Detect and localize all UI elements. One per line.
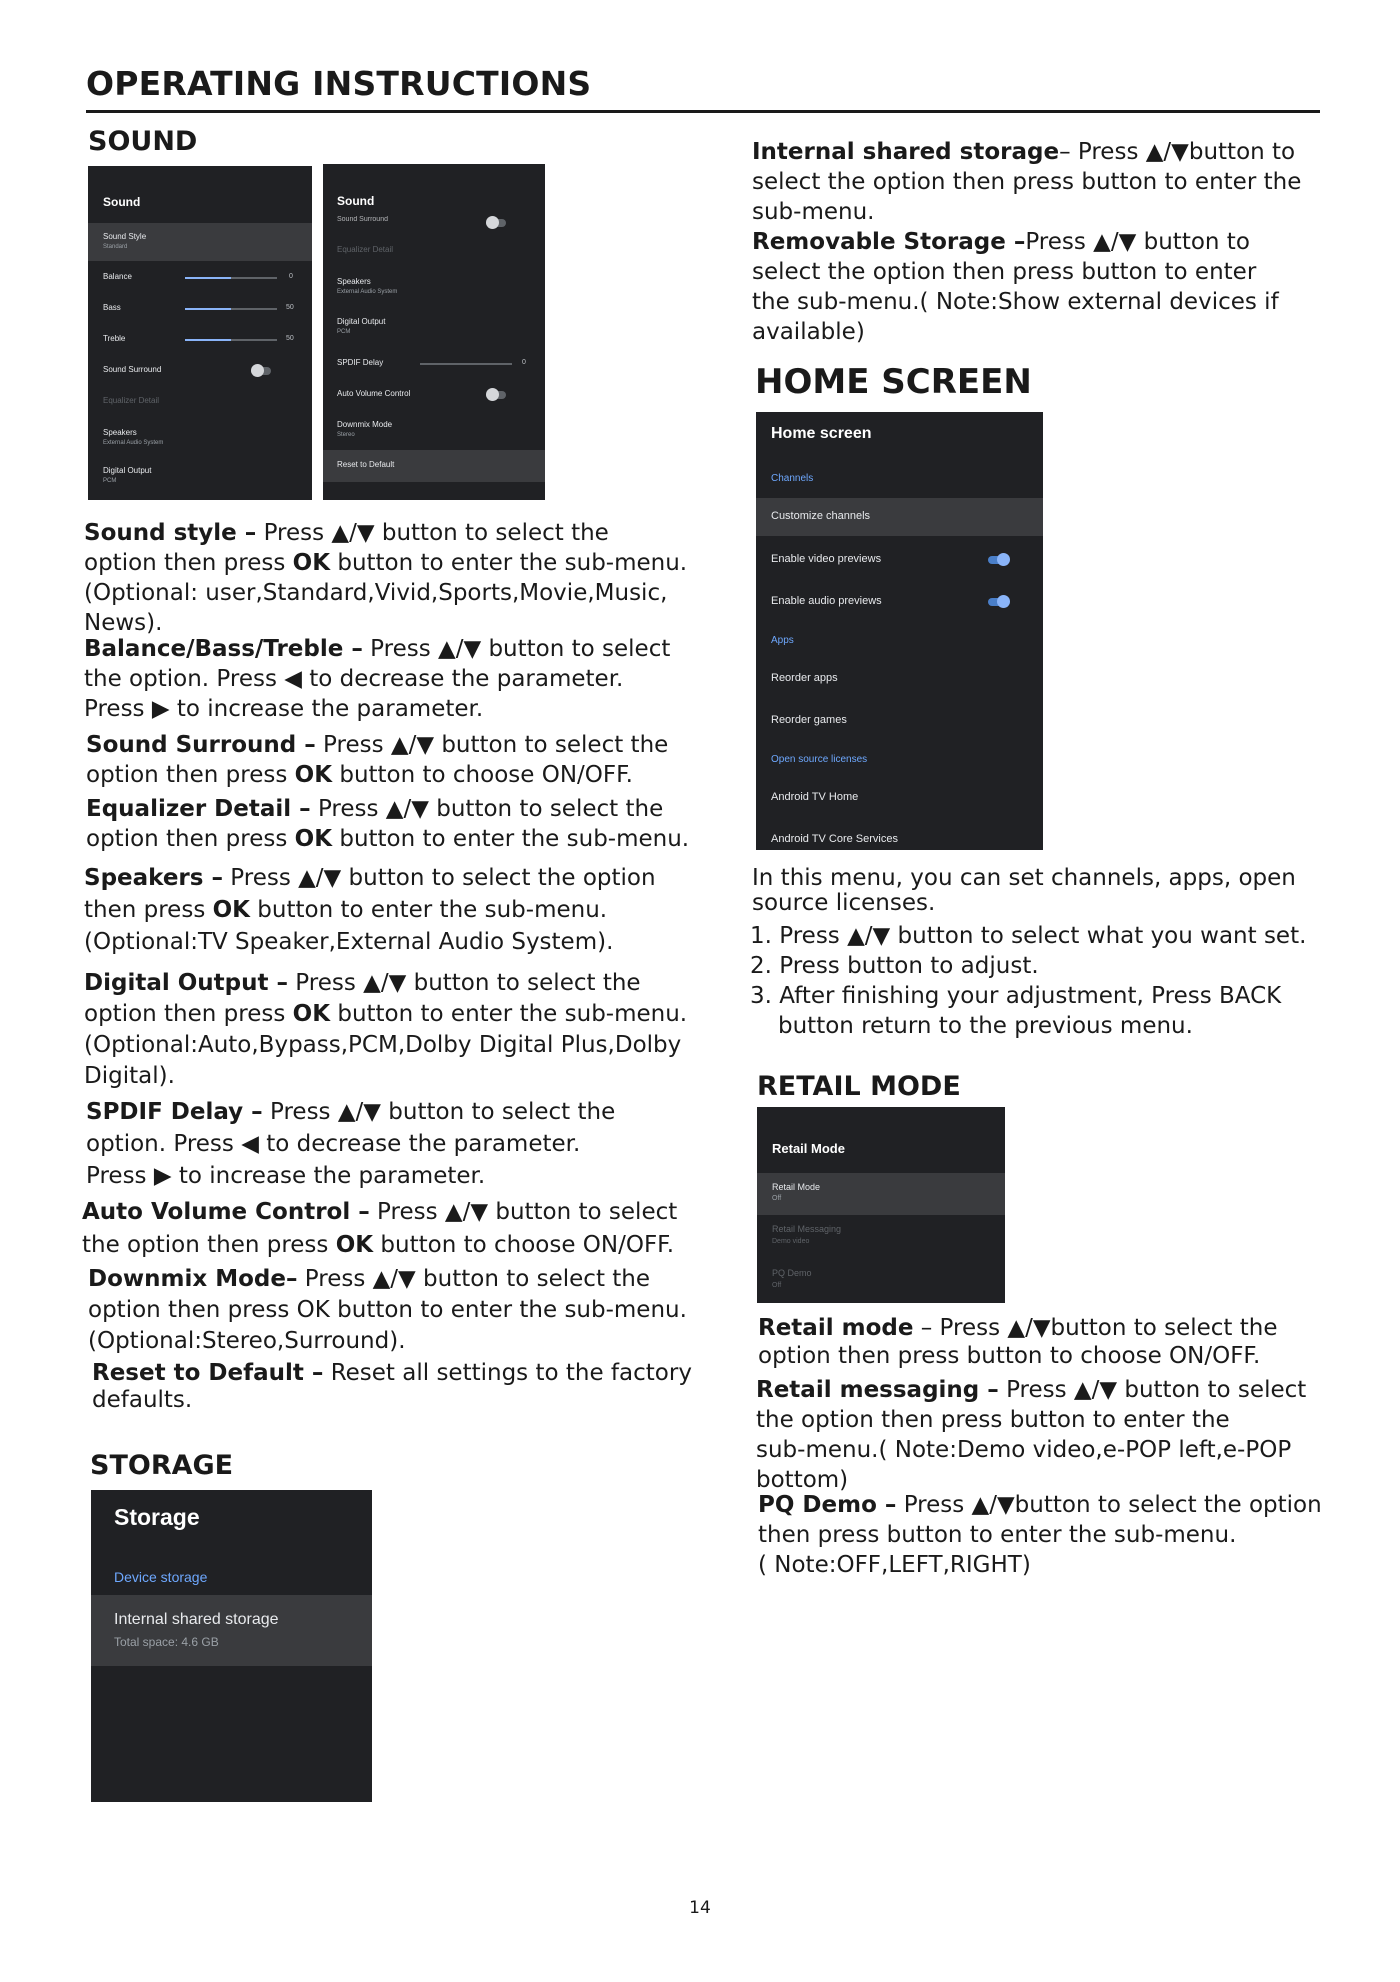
text: then press: [84, 897, 213, 923]
reorder-games-row[interactable]: Reorder games: [771, 714, 847, 726]
channels-section: Channels: [771, 473, 814, 484]
home-screen-intro: [752, 866, 1296, 916]
spdif-delay-value: 0: [522, 359, 526, 366]
text: Press ▲/▼ button to select the option: [222, 865, 656, 891]
home-screen-settings: [756, 412, 1043, 850]
sound-surround-toggle[interactable]: [486, 219, 506, 227]
sound-surround-toggle[interactable]: [251, 367, 271, 375]
retail-mode-screen: [757, 1107, 1005, 1303]
digital-output-sub: PCM: [103, 478, 117, 484]
retail-mode-row[interactable]: [757, 1173, 1005, 1215]
text: Press ▲/▼ button to select: [998, 1377, 1307, 1403]
text: option then press: [86, 762, 295, 788]
menu-row-sub: Total space: 4.6 GB: [114, 1635, 219, 1649]
menu-row-label: Sound Style: [103, 232, 147, 241]
apps-section: Apps: [771, 635, 794, 646]
home-screen-heading: HOME SCREEN: [755, 362, 1032, 402]
text: Press ▲/▼ button to select the: [315, 732, 669, 758]
text: button return to the previous menu.: [778, 1013, 1193, 1039]
balance-value: 0: [289, 273, 293, 280]
retail-messaging-row[interactable]: Retail Messaging: [772, 1224, 842, 1234]
term: Sound Surround –: [86, 732, 316, 758]
text: 3. After finishing your adjustment, Press BACK: [750, 983, 1282, 1009]
android-tv-home-row[interactable]: Android TV Home: [771, 791, 859, 803]
ok-key: OK: [335, 1232, 374, 1258]
text: Press ▲/▼button to select the option: [896, 1492, 1322, 1518]
ok-key: OK: [292, 1001, 331, 1027]
downmix-mode-text: [88, 1264, 687, 1357]
downmix-mode-sub: Stereo: [337, 432, 355, 438]
title-divider: [86, 110, 1320, 113]
reorder-apps-row[interactable]: Reorder apps: [771, 672, 838, 684]
menu-row-equalizer-detail[interactable]: Equalizer Detail: [337, 245, 394, 254]
text: sub-menu.: [752, 199, 875, 225]
sound-screen-2: [323, 164, 545, 500]
storage-heading: STORAGE: [90, 1450, 234, 1481]
page-title: OPERATING INSTRUCTIONS: [86, 64, 592, 103]
pq-demo-sub: Off: [772, 1282, 782, 1289]
text: option. Press ◀ to decrease the parameter.: [86, 1131, 581, 1157]
digital-output-sub: PCM: [337, 329, 351, 335]
text: – Press ▲/▼button to select the: [913, 1315, 1278, 1341]
retail-mode-heading: RETAIL MODE: [757, 1071, 961, 1102]
treble-value: 50: [286, 335, 294, 342]
device-storage-section: Device storage: [114, 1569, 208, 1585]
treble-slider[interactable]: [185, 339, 277, 341]
menu-row-digital-output[interactable]: Digital Output: [103, 466, 152, 475]
screen-title: Sound: [337, 194, 375, 208]
term: SPDIF Delay –: [86, 1099, 263, 1125]
internal-shared-storage-row[interactable]: [91, 1595, 372, 1666]
sound-surround-text: [86, 730, 668, 790]
menu-row-sound-surround[interactable]: Sound Surround: [103, 365, 162, 374]
text: select the option then press button to enter the: [752, 169, 1302, 195]
menu-row-balance[interactable]: Balance: [103, 272, 132, 281]
auto-volume-toggle[interactable]: [486, 391, 506, 399]
text: 1. Press ▲/▼ button to select what you want set.: [750, 923, 1307, 949]
menu-row-label: Customize channels: [771, 510, 871, 522]
menu-row-speakers[interactable]: Speakers: [103, 428, 137, 437]
enable-video-previews-row[interactable]: Enable video previews: [771, 553, 882, 565]
menu-row-downmix-mode[interactable]: Downmix Mode: [337, 420, 393, 429]
text: Press ▲/▼ button to select the: [256, 520, 609, 546]
text: the option then press: [82, 1232, 336, 1258]
ok-key: OK: [294, 826, 333, 852]
text: button to enter the sub-menu.: [330, 550, 688, 576]
text: 2. Press button to adjust.: [750, 953, 1039, 979]
digital-output-text: [84, 968, 687, 1092]
text: Press ▲/▼ button to select: [369, 1199, 678, 1225]
sound-heading: SOUND: [88, 126, 198, 157]
text: News).: [84, 610, 163, 636]
menu-row-sub: Off: [772, 1195, 782, 1202]
android-tv-core-services-row[interactable]: Android TV Core Services: [771, 833, 898, 845]
menu-row-sub: Standard: [103, 244, 128, 250]
text: Digital).: [84, 1063, 175, 1089]
audio-previews-toggle[interactable]: [988, 598, 1008, 606]
text: Press ▲/▼ button to select: [362, 636, 671, 662]
text: option then press OK button to enter the sub-menu.: [88, 1297, 687, 1323]
screen-title: Retail Mode: [772, 1141, 845, 1156]
speakers-text: [84, 862, 656, 958]
menu-row-auto-volume-control[interactable]: Auto Volume Control: [337, 389, 411, 398]
term: Retail messaging –: [756, 1377, 999, 1403]
term: Auto Volume Control –: [82, 1199, 370, 1225]
spdif-delay-text: [86, 1096, 615, 1192]
text: – Press ▲/▼button to: [1059, 139, 1296, 165]
menu-row-speakers[interactable]: Speakers: [337, 277, 371, 286]
sound-screen-1: [88, 166, 312, 500]
term: Reset to Default –: [92, 1360, 324, 1386]
bass-value: 50: [286, 304, 294, 311]
term: Balance/Bass/Treble –: [84, 636, 363, 662]
menu-row-sound-surround[interactable]: Sound Surround: [337, 216, 388, 223]
balance-bass-treble-text: [84, 634, 670, 724]
menu-row-treble[interactable]: Treble: [103, 334, 126, 343]
term: Equalizer Detail –: [86, 796, 311, 822]
text: Press ▲/▼ button to: [1025, 229, 1250, 255]
text: Reset all settings to the factory: [323, 1360, 692, 1386]
text: (Optional: user,Standard,Vivid,Sports,Movie,Music,: [84, 580, 668, 606]
bass-slider[interactable]: [185, 308, 277, 310]
text: button to choose ON/OFF.: [373, 1232, 675, 1258]
menu-row-sound-style[interactable]: [88, 223, 312, 261]
text: the sub-menu.( Note:Show external devices if: [752, 289, 1279, 315]
text: (Optional:TV Speaker,External Audio System).: [84, 929, 614, 955]
ok-key: OK: [212, 897, 250, 923]
ok-key: OK: [294, 762, 333, 788]
speakers-sub: External Audio System: [103, 440, 164, 446]
text: the option. Press ◀ to decrease the parameter.: [84, 666, 624, 692]
internal-storage-text: [752, 137, 1301, 227]
screen-title: Sound: [103, 195, 141, 209]
retail-mode-text: [758, 1314, 1278, 1370]
text: defaults.: [92, 1387, 193, 1413]
menu-row-digital-output[interactable]: Digital Output: [337, 317, 386, 326]
text: Press ▲/▼ button to select the: [297, 1266, 651, 1292]
menu-row-spdif-delay[interactable]: SPDIF Delay: [337, 358, 384, 367]
screen-title: Storage: [114, 1504, 200, 1530]
speakers-sub: External Audio System: [337, 289, 398, 295]
text: option then press: [84, 1001, 293, 1027]
term: PQ Demo –: [758, 1492, 897, 1518]
home-screen-steps: [750, 921, 1306, 1041]
enable-audio-previews-row[interactable]: Enable audio previews: [771, 595, 882, 607]
text: option then press button to choose ON/OFF.: [758, 1343, 1261, 1369]
pq-demo-row[interactable]: PQ Demo: [772, 1268, 812, 1278]
menu-row-label: Internal shared storage: [114, 1611, 279, 1628]
text: Press ▲/▼ button to select the: [262, 1099, 616, 1125]
balance-slider[interactable]: [185, 277, 277, 279]
text: then press button to enter the sub-menu.: [758, 1522, 1237, 1548]
term: Removable Storage –: [752, 229, 1026, 255]
spdif-delay-slider[interactable]: [420, 363, 512, 365]
equalizer-detail-text: [86, 794, 689, 854]
term: Digital Output –: [84, 970, 288, 996]
customize-channels-row[interactable]: [756, 498, 1043, 536]
retail-messaging-sub: Demo video: [772, 1238, 810, 1245]
sound-style-text: [84, 518, 687, 638]
text: option then press: [86, 826, 295, 852]
text: source licenses.: [752, 890, 936, 916]
reset-to-default-text: [92, 1360, 692, 1414]
term: Sound style –: [84, 520, 257, 546]
text: In this menu, you can set channels, apps, open: [752, 865, 1296, 891]
text: option then press: [84, 550, 293, 576]
text: Press ▶ to increase the parameter.: [86, 1163, 486, 1189]
text: bottom): [756, 1467, 849, 1493]
page-number: 14: [689, 1898, 711, 1918]
text: the option then press button to enter the: [756, 1407, 1230, 1433]
text: select the option then press button to enter: [752, 259, 1257, 285]
text: sub-menu.( Note:Demo video,e-POP left,e-POP: [756, 1437, 1292, 1463]
text: button to enter the sub-menu.: [330, 1001, 688, 1027]
term: Internal shared storage: [752, 139, 1060, 165]
menu-row-reset-to-default[interactable]: [323, 450, 545, 482]
term: Downmix Mode–: [88, 1266, 298, 1292]
removable-storage-text: [752, 227, 1279, 347]
text: button to enter the sub-menu.: [332, 826, 690, 852]
text: Press ▶ to increase the parameter.: [84, 696, 484, 722]
retail-messaging-text: [756, 1375, 1306, 1495]
menu-row-equalizer-detail[interactable]: Equalizer Detail: [103, 396, 160, 405]
menu-row-bass[interactable]: Bass: [103, 303, 121, 312]
text: button to enter the sub-menu.: [250, 897, 608, 923]
term: Speakers –: [84, 865, 223, 891]
pq-demo-text: [758, 1490, 1322, 1580]
text: available): [752, 319, 865, 345]
video-previews-toggle[interactable]: [988, 556, 1008, 564]
text: (Optional:Auto,Bypass,PCM,Dolby Digital Plus,Dolby: [84, 1032, 682, 1058]
term: Retail mode: [758, 1315, 914, 1341]
text: button to choose ON/OFF.: [332, 762, 633, 788]
storage-screen: [91, 1490, 372, 1802]
screen-title: Home screen: [771, 425, 872, 442]
menu-row-label: Reset to Default: [337, 460, 395, 469]
text: ( Note:OFF,LEFT,RIGHT): [758, 1552, 1031, 1578]
auto-volume-control-text: [82, 1196, 677, 1262]
menu-row-label: Retail Mode: [772, 1182, 821, 1192]
open-source-licenses-section: Open source licenses: [771, 754, 868, 765]
ok-key: OK: [292, 550, 331, 576]
text: (Optional:Stereo,Surround).: [88, 1328, 406, 1354]
text: Press ▲/▼ button to select the: [288, 970, 641, 996]
text: Press ▲/▼ button to select the: [310, 796, 664, 822]
